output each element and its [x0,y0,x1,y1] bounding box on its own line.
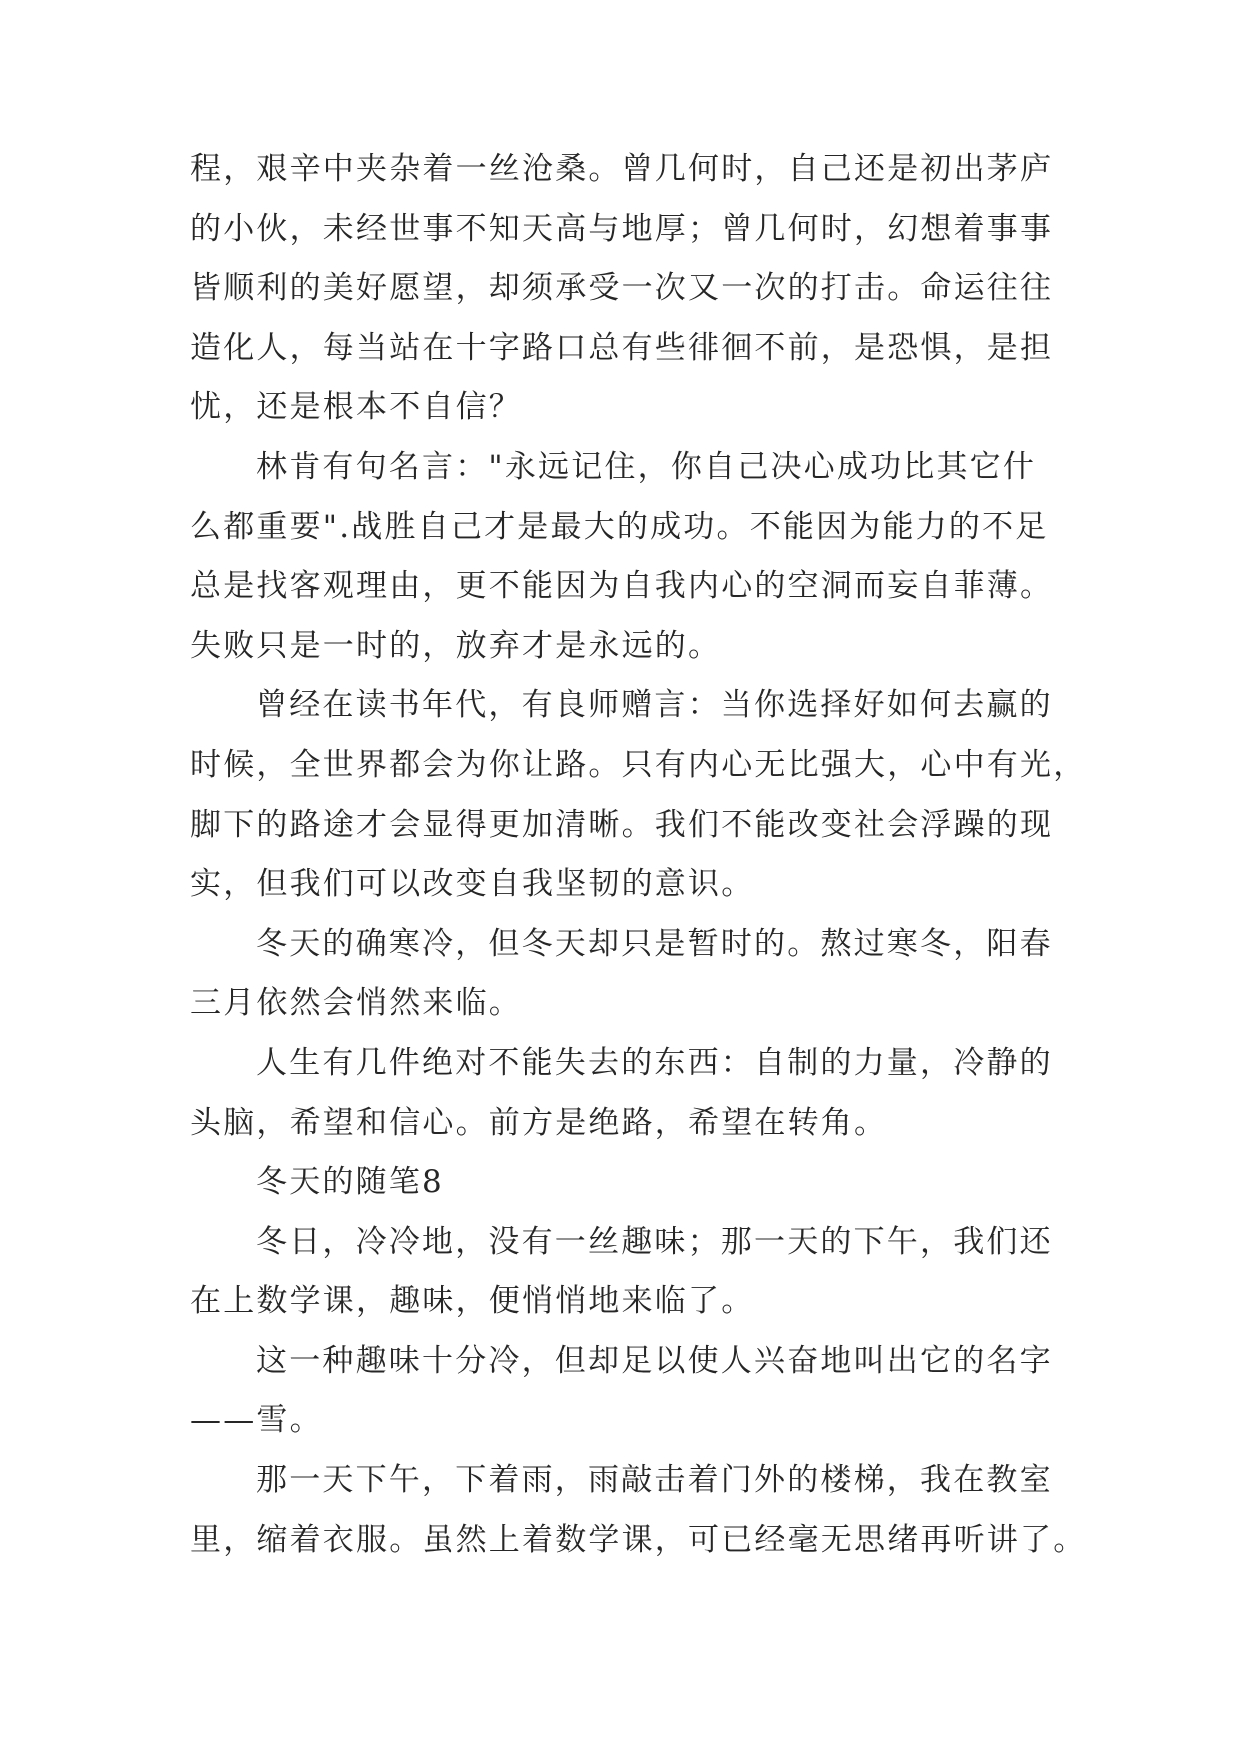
text-line: 林肯有句名言："永远记住，你自己决心成功比其它什 [256,448,1037,485]
text-line: 三月依然会悄然来临。 [190,985,522,1022]
text-line: 程，艰辛中夹杂着一丝沧桑。曾几何时，自己还是初出茅庐 [190,151,1054,187]
text-line: 么都重要".战胜自己才是最大的成功。不能因为能力的不足 [190,508,1049,545]
text-line: 实，但我们可以改变自我坚韧的意识。 [190,866,755,903]
text-line: 人生有几件绝对不能失去的东西：自制的力量，冷静的 [256,1044,1053,1081]
text-line: 失败只是一时的，放弃才是永远的。 [190,627,722,664]
text-line: 皆顺利的美好愿望，却须承受一次又一次的打击。命运往往 [190,270,1054,307]
text-line: 冬日，冷冷地，没有一丝趣味；那一天的下午，我们还 [256,1223,1053,1260]
text-line: 那一天下午，下着雨，雨敲击着门外的楼梯，我在教室 [256,1462,1053,1499]
text-line: 冬天的确寒冷，但冬天却只是暂时的。熬过寒冬，阳春 [256,925,1053,962]
text-line: 时候，全世界都会为你让路。只有内心无比强大，心中有光， [190,746,1087,783]
text-line: 里，缩着衣服。虽然上着数学课，可已经毫无思绪再听讲了。 [190,1521,1087,1558]
text-line: 的小伙，未经世事不知天高与地厚；曾几何时，幻想着事事 [190,210,1054,247]
text-line: 脚下的路途才会显得更加清晰。我们不能改变社会浮躁的现 [190,806,1054,843]
body-text [190,140,1087,1570]
text-line: 忧，还是根本不自信？ [190,389,522,426]
text-line: 冬天的随笔8 [256,1164,444,1201]
text-line: ——雪。 [190,1402,323,1439]
text-line: 在上数学课，趣味，便悄悄地来临了。 [190,1283,755,1320]
text-line: 造化人，每当站在十字路口总有些徘徊不前，是恐惧，是担 [190,329,1054,366]
text-line: 曾经在读书年代，有良师赠言：当你选择好如何去赢的 [256,687,1053,724]
text-line: 总是找客观理由，更不能因为自我内心的空洞而妄自菲薄。 [190,568,1054,605]
text-line: 头脑，希望和信心。前方是绝路，希望在转角。 [190,1104,888,1141]
text-line: 这一种趣味十分冷，但却足以使人兴奋地叫出它的名字 [256,1342,1053,1379]
